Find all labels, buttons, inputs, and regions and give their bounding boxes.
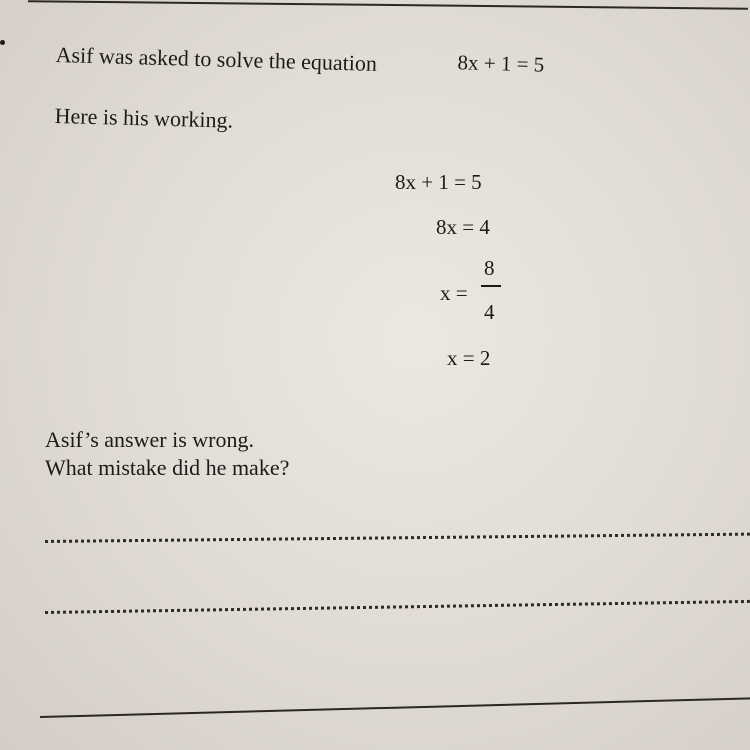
working-line-1: 8x + 1 = 5	[395, 170, 482, 194]
bottom-rule	[40, 697, 750, 718]
question-equation: 8x + 1 = 5	[457, 50, 545, 77]
working-line-4: x = 2	[447, 346, 491, 370]
bullet-marker	[0, 40, 5, 45]
fraction-bar	[481, 285, 501, 287]
top-rule	[28, 0, 748, 10]
answer-line-1[interactable]	[45, 533, 750, 543]
mistake-question: What mistake did he make?	[45, 455, 290, 480]
answer-prompt	[45, 426, 289, 482]
fraction-denominator: 4	[484, 300, 495, 324]
fraction-numerator: 8	[484, 256, 495, 280]
answer-line-2[interactable]	[45, 600, 750, 614]
working-intro: Here is his working.	[54, 103, 234, 133]
working-line-2: 8x = 4	[436, 215, 490, 239]
answer-statement: Asif’s answer is wrong.	[45, 427, 254, 452]
question-line	[55, 42, 616, 98]
question-text: Asif was asked to solve the equation	[55, 42, 378, 76]
working-line-3-label: x =	[440, 281, 468, 305]
